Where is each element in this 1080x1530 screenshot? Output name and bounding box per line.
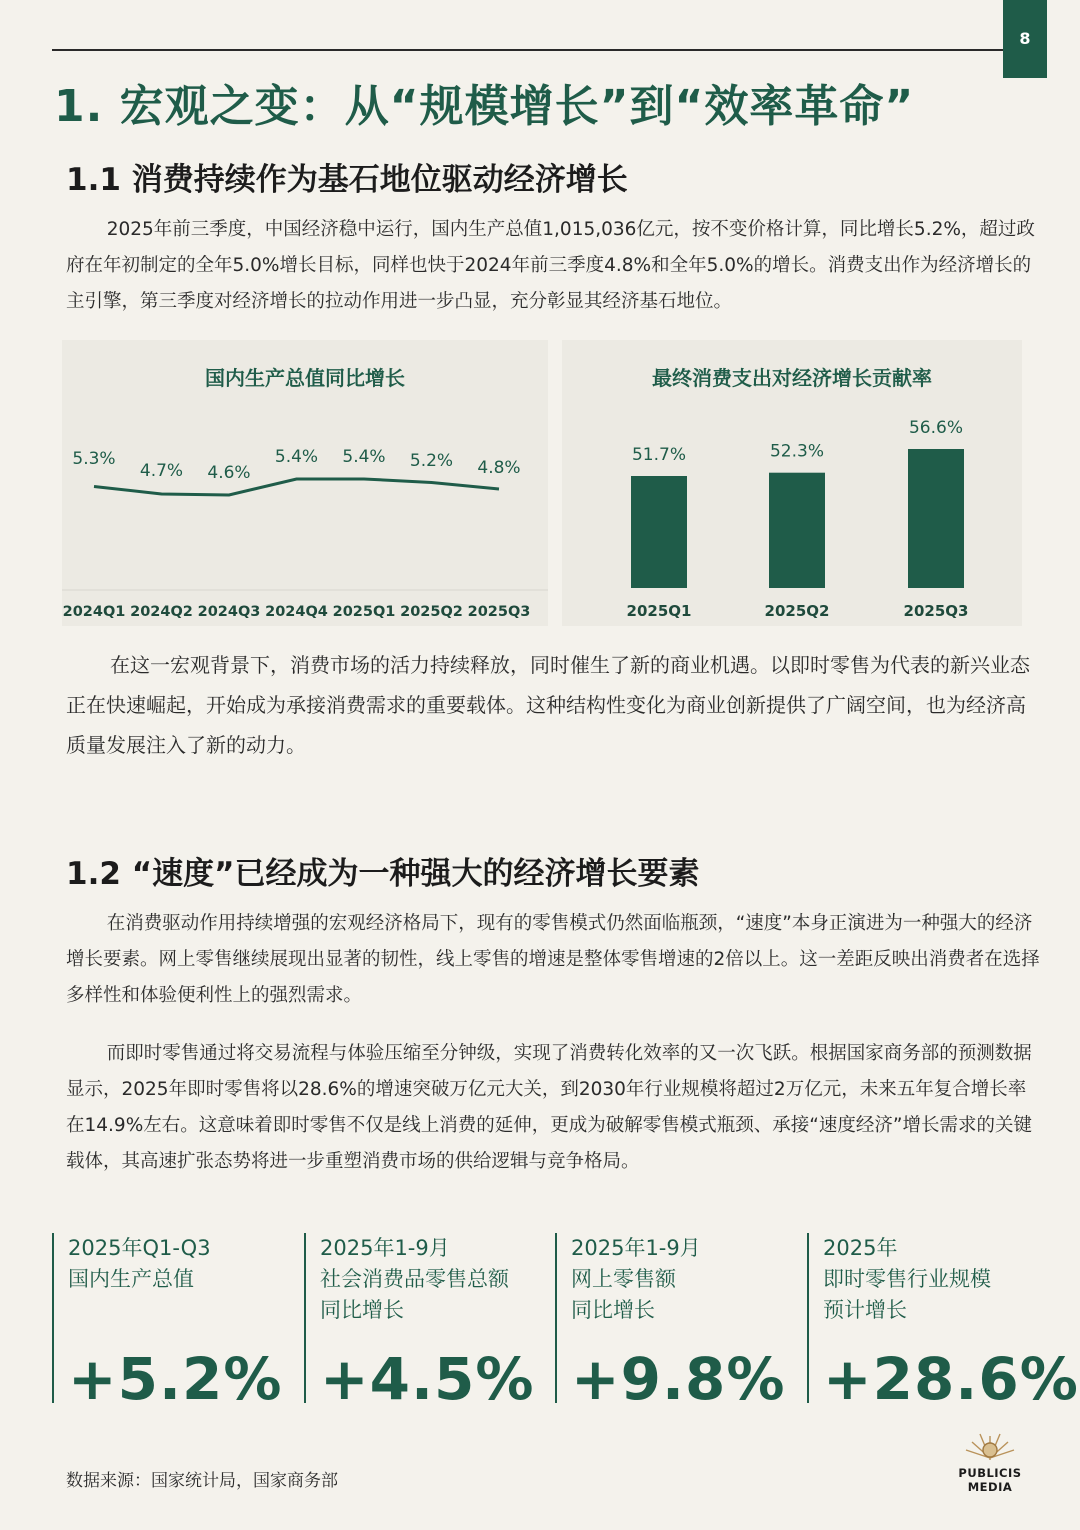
stat-label-line: 即时零售行业规模 <box>823 1267 991 1291</box>
chapter-heading: 1. 宏观之变：从“规模增长”到“效率革命” <box>54 81 915 132</box>
stat-label-line: 2025年1-9月 <box>571 1236 701 1260</box>
bar <box>908 449 964 588</box>
category-tick-label: 2025Q2 <box>764 602 830 620</box>
stat-retail-sales <box>304 1233 535 1413</box>
section-1-1-paragraph: 2025年前三季度，中国经济稳中运行，国内生产总值1,015,036亿元，按不变价格计算，同比增长5.2%，超过政府在年初制定的全年5.0%增长目标，同样也快于2024年前三季度4.8%和全年5.0%的增长。消费支出作为经济增长的主引擎，第三季度对经济增长的拉动作用进一步凸显，充分彰显其经济基石地位。 <box>66 219 1035 312</box>
stat-value: +9.8% <box>571 1345 786 1413</box>
category-tick-label: 2024Q4 <box>265 604 328 620</box>
publicis-media-logo <box>950 1428 1030 1494</box>
stat-label-line: 社会消费品零售总额 <box>320 1267 509 1291</box>
stat-label-line: 网上零售额 <box>571 1267 676 1291</box>
gdp-chart-title: 国内生产总值同比增长 <box>205 366 405 390</box>
category-tick-label: 2024Q3 <box>197 604 261 620</box>
data-label: 5.4% <box>274 447 319 467</box>
category-tick-label: 2025Q3 <box>903 602 969 620</box>
section-1-2-paragraph-1: 在消费驱动作用持续增强的宏观经济格局下，现有的零售模式仍然面临瓶颈，“速度”本身正演进为一种强大的经济增长要素。网上零售继续展现出显著的韧性，线上零售的增速是整体零售增速的2倍以上。这一差距反映出消费者在选择多样性和体验便利性上的强烈需求。 <box>66 913 1040 1006</box>
stat-label-line: 同比增长 <box>571 1298 655 1322</box>
data-label: 5.2% <box>409 451 454 471</box>
stat-value: +4.5% <box>320 1345 535 1413</box>
stat-label-line: 预计增长 <box>823 1298 907 1322</box>
stat-label-line: 国内生产总值 <box>68 1267 194 1291</box>
stat-label-line: 2025年 <box>823 1236 898 1260</box>
category-tick-label: 2024Q2 <box>130 604 193 620</box>
gdp-line-plot <box>62 340 548 626</box>
data-label: 4.6% <box>207 463 251 483</box>
contribution-bar-plot <box>562 340 1022 626</box>
section-1-2-paragraph-2: 而即时零售通过将交易流程与体验压缩至分钟级，实现了消费转化效率的又一次飞跃。根据国家商务部的预测数据显示，2025年即时零售将以28.6%的增速突破万亿元大关，到2030年行业规模将超过2万亿元，未来五年复合增长率在14.9%左右。这意味着即时零售不仅是线上消费的延伸，更成为破解零售模式瓶颈、承接“速度经济”增长需求的关键载体，其高速扩张态势将进一步重塑消费市场的供给逻辑与竞争格局。 <box>66 1043 1032 1172</box>
data-label: 51.7% <box>631 445 687 465</box>
top-rule <box>52 49 1004 51</box>
stat-label-line: 2025年1-9月 <box>320 1236 450 1260</box>
stat-gdp <box>52 1233 283 1413</box>
stat-label-line: 2025年Q1-Q3 <box>68 1236 211 1260</box>
gdp-series-line <box>94 479 499 495</box>
category-tick-label: 2025Q3 <box>467 604 531 620</box>
data-label: 4.7% <box>139 461 184 481</box>
bar <box>631 476 687 588</box>
section-1-2-title: 1.2 “速度”已经成为一种强大的经济增长要素 <box>66 856 700 892</box>
page-number: 8 <box>1003 0 1047 78</box>
stat-value: +5.2% <box>68 1345 283 1413</box>
data-label: 56.6% <box>908 418 964 438</box>
bar <box>769 473 825 588</box>
section-1-1-paragraph-2: 在这一宏观背景下，消费市场的活力持续释放，同时催生了新的商业机遇。以即时零售为代表的新兴业态正在快速崛起，开始成为承接消费需求的重要载体。这种结构性变化为商业创新提供了广阔空间，也为经济高质量发展注入了新的动力。 <box>66 653 1030 757</box>
logo-line-1: PUBLICIS <box>958 1466 1022 1480</box>
stat-label-line: 同比增长 <box>320 1298 404 1322</box>
logo-line-2: MEDIA <box>967 1480 1013 1494</box>
gdp-growth-chart <box>62 340 548 626</box>
section-1-1-title: 1.1 消费持续作为基石地位驱动经济增长 <box>66 162 628 198</box>
data-label: 52.3% <box>769 441 825 462</box>
data-label: 5.3% <box>72 449 116 469</box>
data-source: 数据来源：国家统计局，国家商务部 <box>66 1471 338 1491</box>
category-tick-label: 2025Q1 <box>332 604 396 620</box>
contribution-chart-title: 最终消费支出对经济增长贡献率 <box>652 366 932 390</box>
category-tick-label: 2025Q1 <box>626 602 692 620</box>
lion-emblem-icon <box>960 1428 1020 1462</box>
data-label: 5.4% <box>342 447 386 467</box>
data-label: 4.8% <box>477 458 521 478</box>
stat-instant-retail <box>807 1233 1079 1413</box>
category-tick-label: 2024Q1 <box>62 604 126 620</box>
consumption-contribution-chart <box>562 340 1022 626</box>
category-tick-label: 2025Q2 <box>400 604 463 620</box>
stat-online-retail <box>555 1233 786 1413</box>
stat-value: +28.6% <box>823 1345 1079 1413</box>
